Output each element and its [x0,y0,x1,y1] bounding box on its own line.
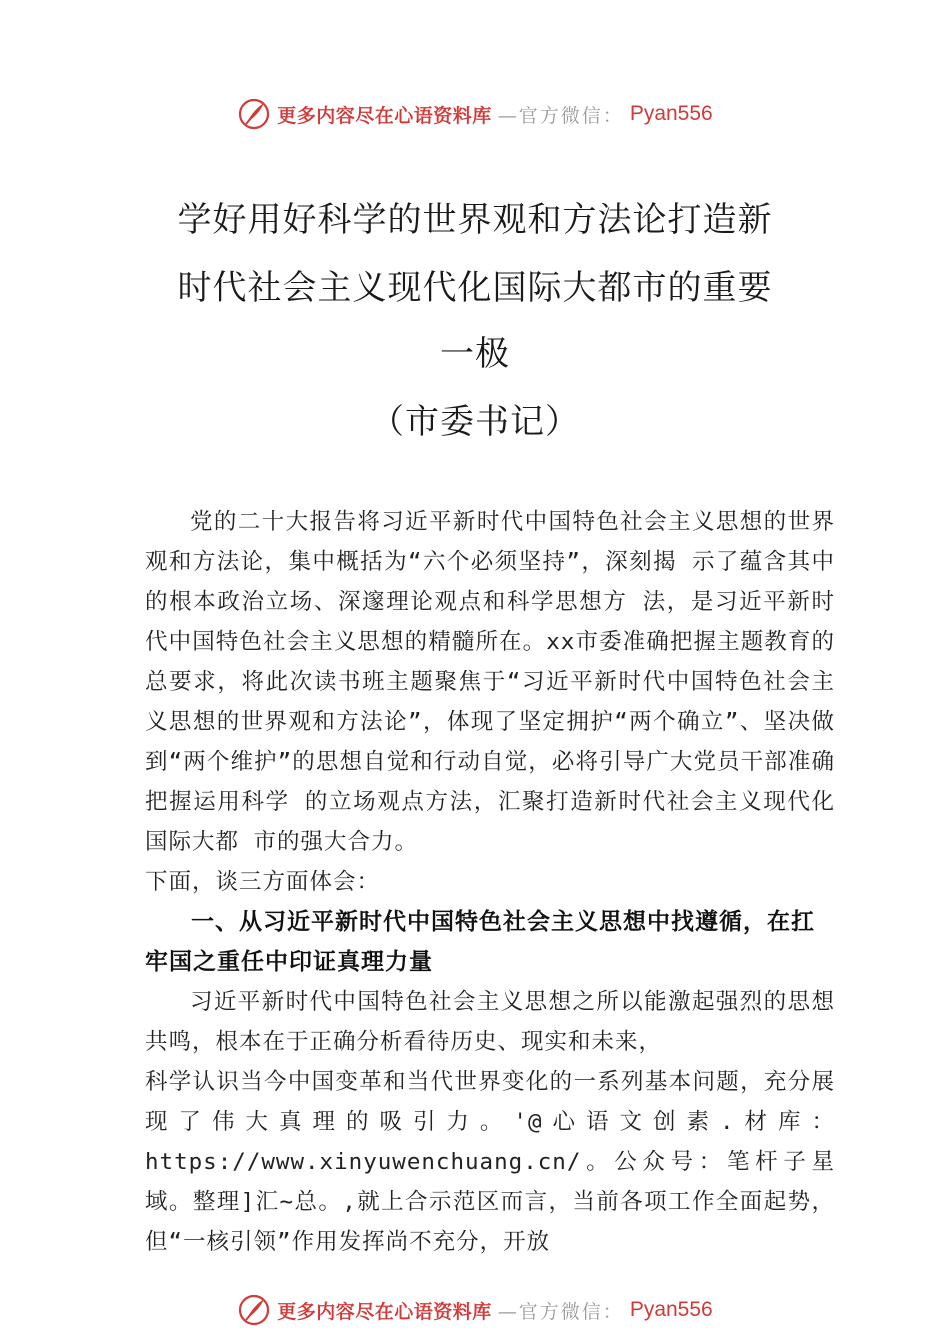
document-title-line-2: 时代社会主义现代化国际大都市的重要 [177,268,773,308]
banner-wechat-id: Pyan556 [629,102,713,125]
paragraph-section-1-cont: 科学认识当今中国变革和当代世界变化的一系列基本问题，充分展现了伟大真理的吸引力。'@心语文创素.材库：https://www.xinyuwenchuang.cn/。公众号：笔杆子星域。整理]汇~总。,就上合示范区而言，当前各项工作全面起势，但“一核引领”作用发挥尚不充分，开放 [145,1069,835,1255]
document-author: （市委书记） [370,402,580,442]
paragraph-section-1: 习近平新时代中国特色社会主义思想之所以能激起强烈的思想共鸣，根本在于正确分析看待历史、现实和未来， [145,989,835,1055]
footer-wechat-id: Pyan556 [629,1298,713,1321]
document-body [145,502,835,1262]
document-title-line-3: 一极 [440,334,510,374]
banner-wechat-label: —官方微信： [497,104,624,127]
section-heading-1: 一、从习近平新时代中国特色社会主义思想中找遵循，在扛牢国之重任中印证真理力量 [145,909,815,975]
document-title-line-1: 学好用好科学的世界观和方法论打造新 [177,200,773,240]
quill-pen-logo-icon [237,1293,271,1327]
footer-slogan: 更多内容尽在心语资料库 [277,1300,492,1323]
banner-slogan: 更多内容尽在心语资料库 [277,104,492,127]
quill-pen-logo-icon [237,97,271,131]
paragraph-intro: 党的二十大报告将习近平新时代中国特色社会主义思想的世界观和方法论，集中概括为“六个必须坚持”，深刻揭 示了蕴含其中的根本政治立场、深邃理论观点和科学思想方 法，是习近平新时代中国特色社会主义思想的精髓所在。xx市委准确把握主题教育的总要求，将此次读书班主题聚焦于“习近平新时代中国特色社会主义思想的世界观和方法论”，体现了坚定拥护“两个确立”、坚决做到“两个维护”的思想自觉和行动自觉，必将引导广大党员干部准确把握运用科学 的立场观点方法，汇聚打造新时代社会主义现代化国际大都 市的强大合力。 [145,509,835,855]
footer-wechat-label: —官方微信： [497,1300,624,1323]
header-banner [0,94,950,134]
paragraph-intro-tail: 下面，谈三方面体会： [145,869,381,895]
footer-banner [0,1290,950,1330]
